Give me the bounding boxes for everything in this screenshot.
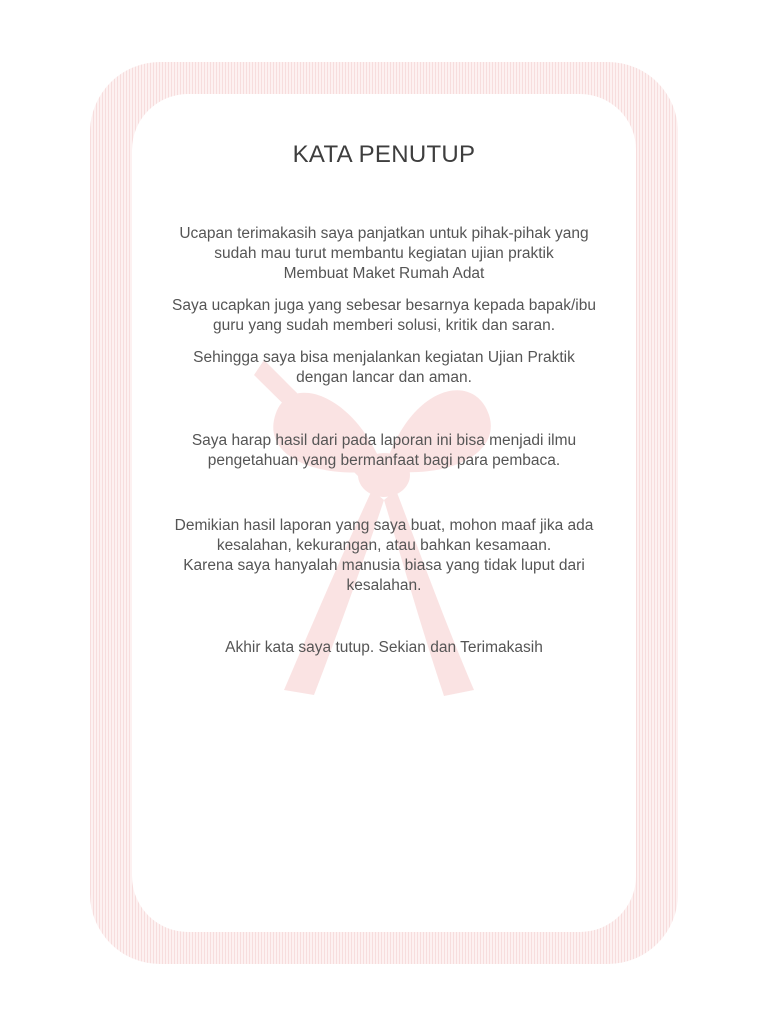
paragraph-hope	[150, 431, 618, 471]
text-line: Ucapan terimakasih saya panjatkan untuk pihak-pihak yang	[179, 225, 589, 242]
text-line: Saya harap hasil dari pada laporan ini bisa menjadi ilmu	[191, 432, 577, 449]
text-line: dengan lancar dan aman.	[296, 369, 472, 386]
text-line: guru yang sudah memberi solusi, kritik dan saran.	[212, 317, 556, 334]
paragraph-thanks	[150, 224, 618, 284]
text-line: Akhir kata saya tutup. Sekian dan Terimakasih	[225, 639, 543, 656]
text-line: Sehingga saya bisa menjalankan kegiatan Ujian Praktik	[193, 349, 575, 366]
text-line: Saya ucapkan juga yang sebesar besarnya kepada bapak/ibu	[172, 297, 596, 314]
text-line: Membuat Maket Rumah Adat	[283, 265, 485, 282]
text-line: Demikian hasil laporan yang saya buat, mohon maaf jika ada	[174, 517, 594, 534]
paragraph-closing	[150, 638, 618, 658]
paragraph-result	[150, 348, 618, 388]
page-title: KATA PENUTUP	[292, 141, 476, 168]
text-line: kesalahan, kekurangan, atau bahkan kesamaan.	[216, 537, 552, 554]
text-line: pengetahuan yang bermanfaat bagi para pembaca.	[207, 452, 561, 469]
text-line: sudah mau turut membantu kegiatan ujian praktik	[214, 245, 554, 262]
paragraph-apology	[150, 516, 618, 596]
paragraph-teachers	[150, 296, 618, 336]
text-line: kesalahan.	[346, 577, 422, 594]
text-line: Karena saya hanyalah manusia biasa yang tidak luput dari	[183, 557, 585, 574]
